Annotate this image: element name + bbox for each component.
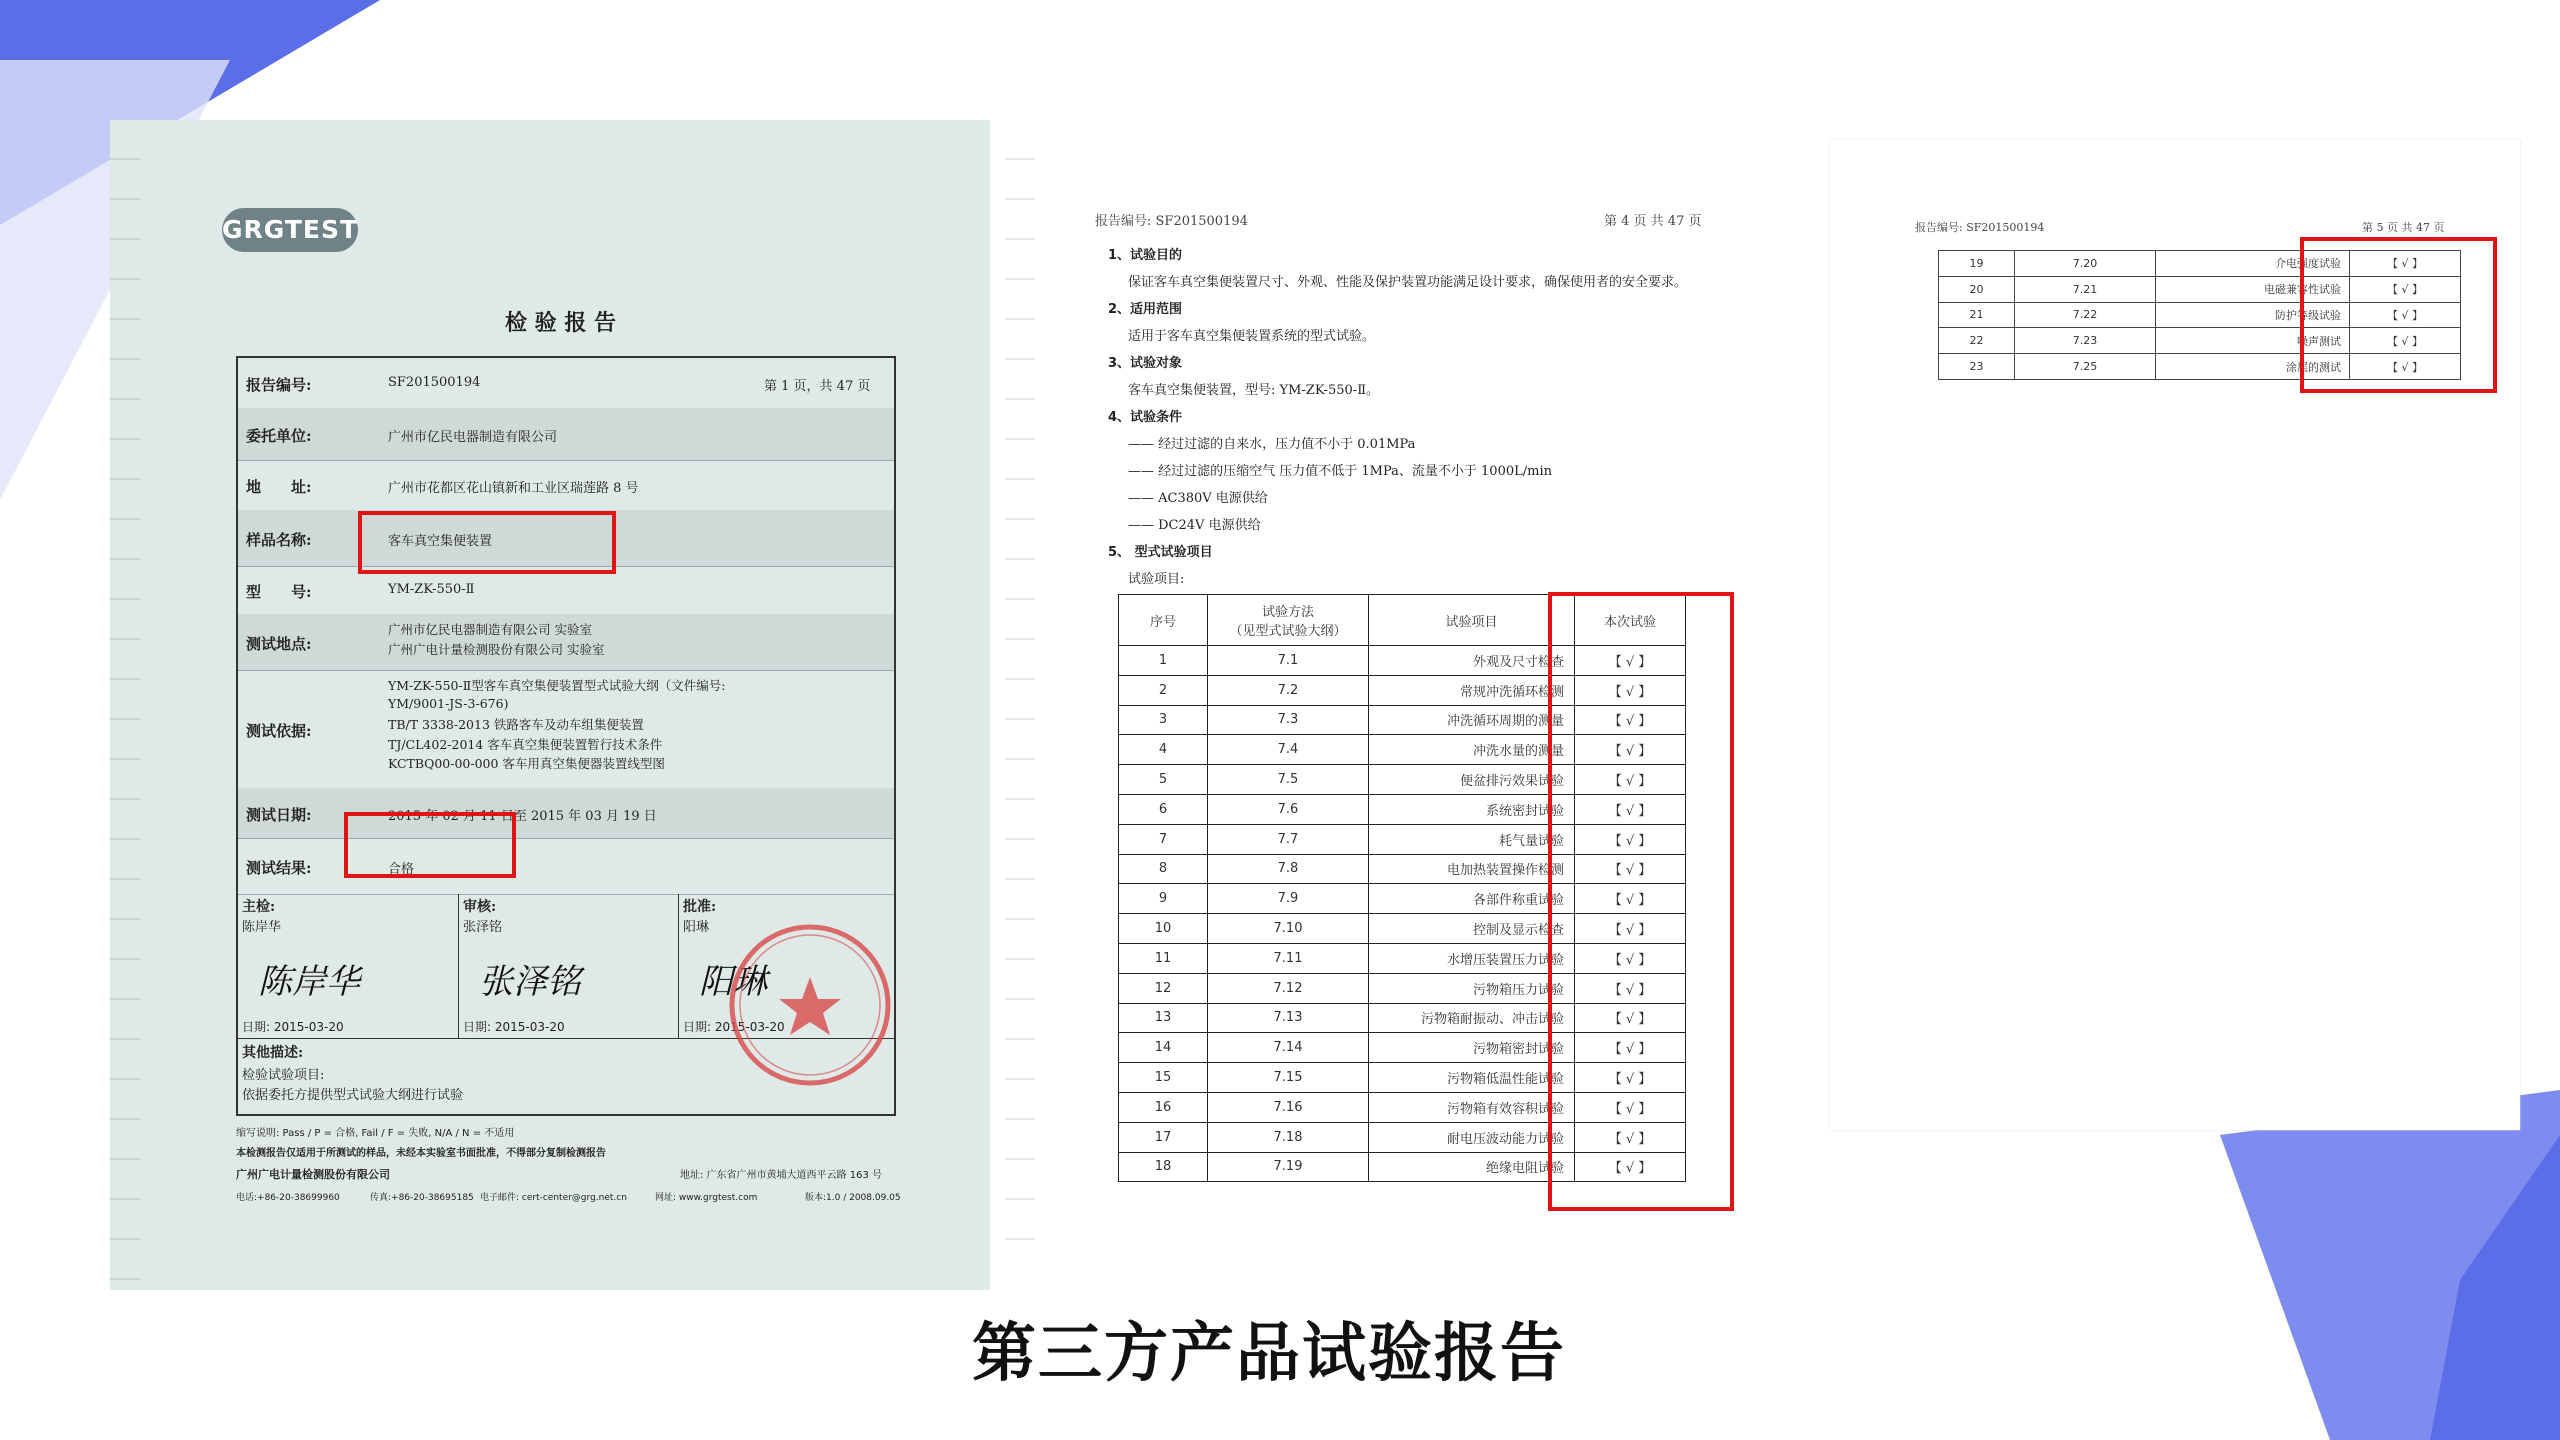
test-status-cell: 【 √ 】	[2350, 276, 2461, 302]
section-heading: 3、试验对象	[1108, 356, 1183, 371]
test-status-cell: 【 √ 】	[1575, 765, 1686, 795]
other-description-label: 其他描述:	[242, 1045, 304, 1061]
table-cell: 7.13	[1208, 1003, 1369, 1033]
signer-role: 审核:	[463, 899, 497, 915]
table-cell: 7.15	[1208, 1063, 1369, 1093]
table-cell: 电磁兼容性试验	[2156, 276, 2350, 302]
table-cell: 23	[1939, 354, 2015, 380]
test-status-cell: 【 √ 】	[1575, 943, 1686, 973]
form-value-line: YM-ZK-550-Ⅱ型客车真空集便装置型式试验大纲（文件编号:	[388, 678, 726, 693]
table-cell: 污物箱低温性能试验	[1369, 1063, 1575, 1093]
table-cell: 7.1	[1208, 646, 1369, 676]
test-status-cell: 【 √ 】	[1575, 1122, 1686, 1152]
form-row	[238, 838, 894, 895]
section-text: 保证客车真空集便装置尺寸、外观、性能及保护装置功能满足设计要求，确保使用者的安全要求。	[1128, 275, 1688, 290]
test-status-cell: 【 √ 】	[1575, 1063, 1686, 1093]
table-cell: 7.14	[1208, 1033, 1369, 1063]
report-footnote: 本检测报告仅适用于所测试的样品，未经本实验室书面批准，不得部分复制检测报告	[236, 1148, 606, 1159]
table-header-cell: 本次试验	[1575, 595, 1686, 646]
table-cell: 6	[1119, 794, 1208, 824]
table-cell: 21	[1939, 302, 2015, 328]
test-status-cell: 【 √ 】	[1575, 824, 1686, 854]
test-status-cell: 【 √ 】	[2350, 354, 2461, 380]
table-cell: 7.21	[2015, 276, 2156, 302]
slide-caption: 第三方产品试验报告	[972, 1317, 1566, 1391]
table-cell: 冲洗循环周期的测量	[1369, 705, 1575, 735]
table-cell: 涂层的测试	[2156, 354, 2350, 380]
table-cell: 9	[1119, 884, 1208, 914]
form-row	[238, 358, 894, 409]
table-cell: 7.4	[1208, 735, 1369, 765]
table-cell: 7.6	[1208, 794, 1369, 824]
table-cell: 7.11	[1208, 943, 1369, 973]
form-version: 版本:1.0 / 2008.09.05	[805, 1193, 901, 1203]
table-cell: 噪声测试	[2156, 328, 2350, 354]
table-cell: 7.8	[1208, 854, 1369, 884]
table-cell: 7.20	[2015, 251, 2156, 277]
form-value: 2015 年 02 月 11 日至 2015 年 03 月 19 日	[388, 809, 657, 824]
table-cell: 10	[1119, 914, 1208, 944]
table-cell: 17	[1119, 1122, 1208, 1152]
test-status-cell: 【 √ 】	[1575, 1033, 1686, 1063]
form-value-line: TJ/CL402-2014 客车真空集便装置暂行技术条件	[388, 736, 663, 752]
inspection-certificate	[110, 120, 990, 1290]
signer-date: 日期: 2015-03-20	[242, 1020, 344, 1034]
table-cell: 7.22	[2015, 302, 2156, 328]
table-cell: 7.12	[1208, 973, 1369, 1003]
test-status-cell: 【 √ 】	[2350, 328, 2461, 354]
handwritten-signature: 阳琳	[699, 962, 767, 1002]
signer-role: 主检:	[242, 899, 276, 915]
table-header-cell: 序号	[1119, 595, 1208, 646]
table-cell: 14	[1119, 1033, 1208, 1063]
form-label: 报告编号:	[246, 376, 312, 394]
certificate-title: 检 验 报 告	[505, 310, 616, 336]
official-seal-stamp	[720, 915, 900, 1095]
test-status-cell: 【 √ 】	[1575, 646, 1686, 676]
form-label: 测试日期:	[246, 806, 312, 824]
form-label: 测试结果:	[246, 859, 312, 877]
test-status-cell: 【 √ 】	[2350, 251, 2461, 277]
section-heading: 1、试验目的	[1108, 248, 1183, 263]
signer-name: 阳琳	[683, 920, 710, 935]
abbreviation-legend: 缩写说明: Pass / P = 合格, Fail / F = 失败, N/A / N = 不适用	[236, 1128, 515, 1139]
table-cell: 便盆排污效果试验	[1369, 765, 1575, 795]
form-label: 委托单位:	[246, 427, 312, 445]
test-status-cell: 【 √ 】	[1575, 884, 1686, 914]
table-cell: 4	[1119, 735, 1208, 765]
test-status-cell: 【 √ 】	[2350, 302, 2461, 328]
table-cell: 7.16	[1208, 1092, 1369, 1122]
table-cell: 耐电压波动能力试验	[1369, 1122, 1575, 1152]
lab-tel: 电话:+86-20-38699960	[236, 1193, 340, 1203]
signer-block	[238, 894, 458, 1038]
table-cell: 7.2	[1208, 675, 1369, 705]
test-status-cell: 【 √ 】	[1575, 973, 1686, 1003]
form-label: 测试依据:	[246, 722, 312, 740]
table-cell: 污物箱耐振动、冲击试验	[1369, 1003, 1575, 1033]
section-text: 适用于客车真空集便装置系统的型式试验。	[1128, 329, 1376, 344]
test-status-cell: 【 √ 】	[1575, 794, 1686, 824]
table-cell: 耗气量试验	[1369, 824, 1575, 854]
section-text: —— 经过过滤的压缩空气 压力值不低于 1MPa、流量不小于 1000L/min	[1128, 464, 1552, 479]
form-value: 广州市亿民电器制造有限公司	[388, 430, 558, 445]
table-cell: 7.5	[1208, 765, 1369, 795]
test-status-cell: 【 √ 】	[1575, 735, 1686, 765]
table-cell: 7.18	[1208, 1122, 1369, 1152]
signer-block	[458, 894, 679, 1038]
signer-date: 日期: 2015-03-20	[683, 1020, 785, 1034]
other-description-line: 检验试验项目:	[242, 1068, 325, 1083]
form-value: 合格	[388, 862, 415, 877]
section-heading: 4、试验条件	[1108, 410, 1183, 425]
test-status-cell: 【 √ 】	[1575, 705, 1686, 735]
table-cell: 20	[1939, 276, 2015, 302]
table-cell: 绝缘电阻试验	[1369, 1152, 1575, 1182]
form-value: YM-ZK-550-Ⅱ	[388, 582, 475, 597]
table-header-cell: 试验方法 （见型式试验大纲）	[1208, 595, 1369, 646]
table-cell: 7.7	[1208, 824, 1369, 854]
section-text: 试验项目:	[1128, 572, 1185, 587]
form-value-line: 广州市亿民电器制造有限公司 实验室	[388, 622, 592, 637]
highlight-box-sample-name	[358, 511, 616, 574]
table-cell: 7.23	[2015, 328, 2156, 354]
table-cell: 5	[1119, 765, 1208, 795]
form-page-info: 第 1 页，共 47 页	[764, 379, 871, 394]
section-text: —— AC380V 电源供给	[1128, 491, 1268, 506]
test-status-cell: 【 √ 】	[1575, 1092, 1686, 1122]
form-value-line: TB/T 3338-2013 铁路客车及动车组集便装置	[388, 717, 644, 732]
table-cell: 污物箱密封试验	[1369, 1033, 1575, 1063]
section-heading: 5、 型式试验项目	[1108, 545, 1213, 560]
table-cell: 12	[1119, 973, 1208, 1003]
signer-date: 日期: 2015-03-20	[463, 1020, 565, 1034]
table-cell: 污物箱压力试验	[1369, 973, 1575, 1003]
form-value-line: 广州广电计量检测股份有限公司 实验室	[388, 641, 605, 657]
test-status-cell: 【 √ 】	[1575, 1003, 1686, 1033]
page5-report-no: 报告编号: SF201500194	[1915, 221, 2045, 234]
form-row	[238, 788, 894, 839]
form-row	[238, 408, 894, 461]
table-cell: 系统密封试验	[1369, 794, 1575, 824]
table-cell: 18	[1119, 1152, 1208, 1182]
table-cell: 7.19	[1208, 1152, 1369, 1182]
table-cell: 电加热装置操作检测	[1369, 854, 1575, 884]
table-cell: 冲洗水量的测量	[1369, 735, 1575, 765]
table-cell: 13	[1119, 1003, 1208, 1033]
signer-role: 批准:	[683, 899, 717, 915]
table-cell: 各部件称重试验	[1369, 884, 1575, 914]
page4-page-no: 第 4 页 共 47 页	[1604, 214, 1702, 229]
lab-email: 电子邮件: cert-center@grg.net.cn	[480, 1193, 627, 1203]
table-cell: 7.10	[1208, 914, 1369, 944]
table-cell: 控制及显示检查	[1369, 914, 1575, 944]
section-heading: 2、适用范围	[1108, 302, 1183, 317]
section-text: —— DC24V 电源供给	[1128, 518, 1261, 533]
form-label: 地 址:	[246, 478, 312, 496]
table-cell: 8	[1119, 854, 1208, 884]
lab-company-name: 广州广电计量检测股份有限公司	[236, 1168, 390, 1181]
table-cell: 外观及尺寸检查	[1369, 646, 1575, 676]
form-value: 客车真空集便装置	[388, 534, 493, 549]
table-cell: 7	[1119, 824, 1208, 854]
lab-address: 地址: 广东省广州市黄埔大道西平云路 163 号	[680, 1170, 882, 1181]
form-value-line: KCTBQ00-00-000 客车用真空集便器装置线型图	[388, 756, 665, 771]
form-label: 测试地点:	[246, 635, 312, 653]
lab-website: 网址: www.grgtest.com	[655, 1193, 758, 1203]
form-row	[238, 670, 894, 789]
form-row	[238, 460, 894, 511]
highlight-box-page5	[2300, 237, 2497, 393]
handwritten-signature: 陈岸华	[258, 962, 360, 1002]
table-cell: 水增压装置压力试验	[1369, 943, 1575, 973]
table-cell: 7.9	[1208, 884, 1369, 914]
table-cell: 3	[1119, 705, 1208, 735]
table-cell: 11	[1119, 943, 1208, 973]
table-cell: 污物箱有效容积试验	[1369, 1092, 1575, 1122]
form-label: 型 号:	[246, 583, 312, 601]
form-value: SF201500194	[388, 375, 481, 390]
test-status-cell: 【 √ 】	[1575, 854, 1686, 884]
section-text: —— 经过过滤的自来水，压力值不小于 0.01MPa	[1128, 437, 1416, 452]
section-text: 客车真空集便装置，型号: YM-ZK-550-Ⅱ。	[1128, 383, 1380, 398]
lab-fax: 传真:+86-20-38695185	[370, 1193, 474, 1203]
highlight-box-test-result	[344, 812, 516, 878]
other-description-line: 依据委托方提供型式试验大纲进行试验	[242, 1088, 464, 1103]
table-cell: 1	[1119, 646, 1208, 676]
form-label: 样品名称:	[246, 531, 312, 549]
signer-name: 陈岸华	[242, 920, 282, 935]
test-status-cell: 【 √ 】	[1575, 1152, 1686, 1182]
table-cell: 19	[1939, 251, 2015, 277]
table-cell: 16	[1119, 1092, 1208, 1122]
test-status-cell: 【 √ 】	[1575, 675, 1686, 705]
table-cell: 15	[1119, 1063, 1208, 1093]
table-cell: 常规冲洗循环检测	[1369, 675, 1575, 705]
table-cell: 防护等级试验	[2156, 302, 2350, 328]
signer-name: 张泽铭	[463, 920, 503, 935]
page4-report-no: 报告编号: SF201500194	[1095, 214, 1248, 229]
table-cell: 7.3	[1208, 705, 1369, 735]
table-cell: 2	[1119, 675, 1208, 705]
form-value-line: YM/9001-JS-3-676)	[388, 695, 509, 711]
table-header-cell: 试验项目	[1369, 595, 1575, 646]
test-status-cell: 【 √ 】	[1575, 914, 1686, 944]
highlight-box-current-test	[1548, 592, 1734, 1211]
grgtest-logo: GRGTEST	[222, 208, 358, 252]
table-cell: 22	[1939, 328, 2015, 354]
form-value: 广州市花都区花山镇新和工业区瑞莲路 8 号	[388, 481, 639, 496]
table-cell: 7.25	[2015, 354, 2156, 380]
form-row	[238, 614, 894, 671]
table-cell: 介电强度试验	[2156, 251, 2350, 277]
page5-page-no: 第 5 页 共 47 页	[2362, 221, 2445, 234]
handwritten-signature: 张泽铭	[479, 962, 581, 1002]
